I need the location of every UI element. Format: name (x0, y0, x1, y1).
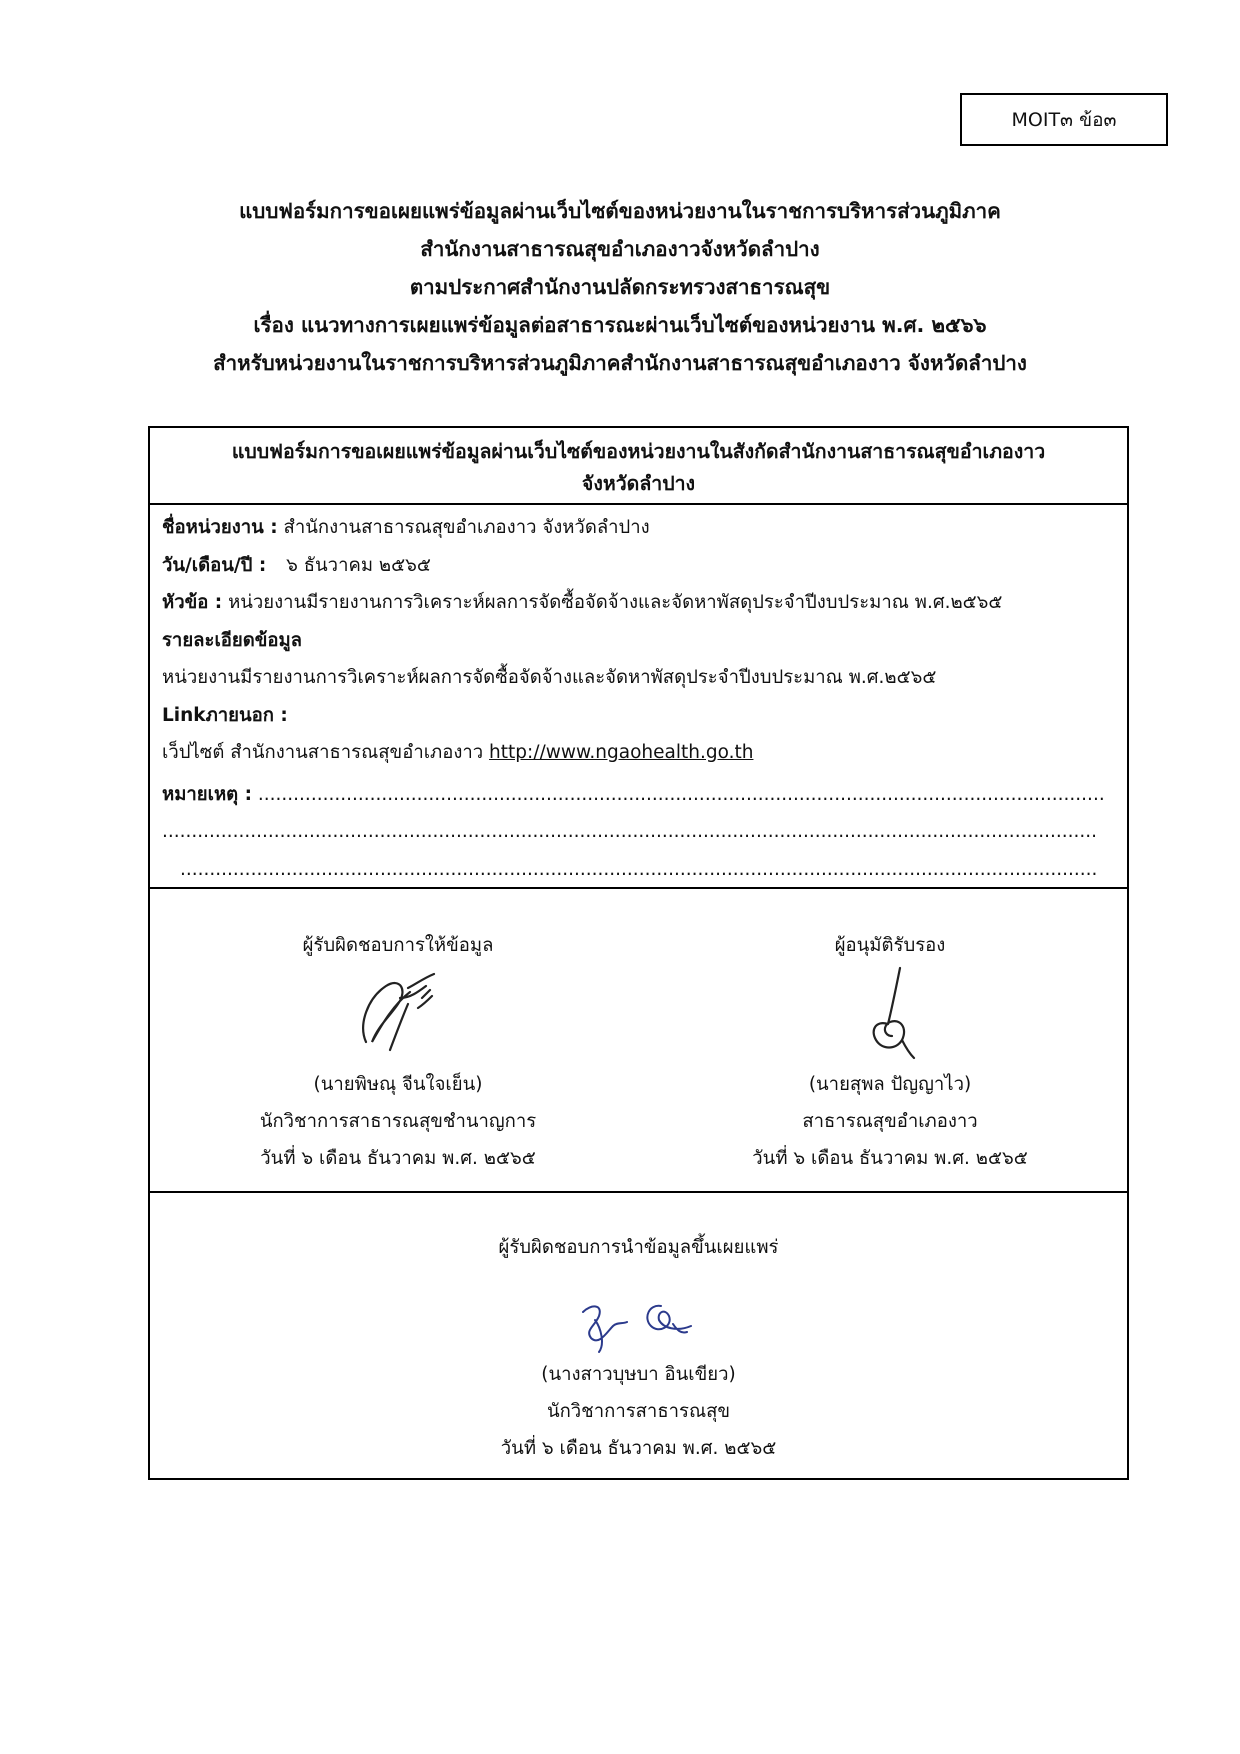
approver-signer (680, 927, 1100, 1177)
remark-row (162, 776, 1115, 814)
document-header (0, 192, 1240, 382)
publisher-role: ผู้รับผิดชอบการนำข้อมูลขึ้นเผยแพร่ (498, 1237, 779, 1258)
responsible-position: นักวิชาการสาธารณสุขชำนาญการ (259, 1111, 537, 1132)
details-label: รายละเอียดข้อมูล (162, 629, 303, 651)
approver-name: (นายสุพล ปัญญาไว) (808, 1074, 972, 1095)
remark-dots-2: ............................................................................................................................................................... (162, 821, 1098, 842)
agency-value: สำนักงานสาธารณสุขอำเภองาว จังหวัดลำปาง (283, 517, 650, 538)
signature-right-image (830, 964, 950, 1060)
form-title-line-1: แบบฟอร์มการขอเผยแพร่ข้อมูลผ่านเว็บไซต์ของหน่วยงานในสังกัดสำนักงานสาธารณสุขอำเภองาว (231, 440, 1046, 463)
publication-form (148, 426, 1129, 1480)
header-line-2: สำนักงานสาธารณสุขอำเภองาวจังหวัดลำปาง (420, 237, 820, 261)
external-link-row (162, 734, 1115, 772)
approver-date: วันที่ ๖ เดือน ธันวาคม พ.ศ. ๒๕๖๕ (752, 1148, 1028, 1169)
approval-signatures-section (150, 889, 1127, 1193)
website-link[interactable]: http://www.ngaohealth.go.th (489, 742, 754, 763)
agency-label: ชื่อหน่วยงาน : (162, 517, 278, 538)
approver-role: ผู้อนุมัติรับรอง (834, 935, 946, 956)
details-value: หน่วยงานมีรายงานการวิเคราะห์ผลการจัดซื้อจัดจ้างและจัดหาพัสดุประจำปีงบประมาณ พ.ศ.๒๕๖๕ (162, 667, 937, 688)
agency-row (162, 509, 1115, 547)
topic-row (162, 584, 1115, 622)
signature-publisher-image (569, 1292, 709, 1356)
header-line-4: เรื่อง แนวทางการเผยแพร่ข้อมูลต่อสาธารณะผ่านเว็บไซต์ของหน่วยงาน พ.ศ. ๒๕๖๖ (253, 313, 987, 337)
responsible-name: (นายพิษณุ จีนใจเย็น) (313, 1074, 483, 1095)
responsible-date: วันที่ ๖ เดือน ธันวาคม พ.ศ. ๒๕๖๕ (260, 1148, 536, 1169)
header-line-1: แบบฟอร์มการขอเผยแพร่ข้อมูลผ่านเว็บไซต์ของหน่วยงานในราชการบริหารส่วนภูมิภาค (239, 199, 1001, 223)
publisher-date: วันที่ ๖ เดือน ธันวาคม พ.ศ. ๒๕๖๕ (500, 1438, 777, 1459)
topic-label: หัวข้อ : (162, 592, 223, 613)
link-prefix: เว็ปไซต์ สำนักงานสาธารณสุขอำเภองาว (162, 742, 484, 763)
document-code-box (960, 93, 1168, 146)
remark-label: หมายเหตุ : (162, 783, 252, 805)
date-row (162, 547, 1115, 585)
document-code: MOIT๓ ข้อ๓ (1011, 108, 1117, 131)
form-title-line-2: จังหวัดลำปาง (581, 472, 696, 495)
remark-dots-1: ................................................................................................................................................ (257, 783, 1105, 805)
date-value: ๖ ธันวาคม ๒๕๖๕ (286, 554, 431, 576)
form-info-section (150, 505, 1127, 889)
responsible-signer (188, 927, 608, 1177)
form-title (150, 428, 1127, 505)
remark-dots-3: ............................................................................................................................................................ (180, 858, 1098, 880)
approver-position: สาธารณสุขอำเภองาว (802, 1111, 978, 1132)
header-line-5: สำหรับหน่วยงานในราชการบริหารส่วนภูมิภาคสำนักงานสาธารณสุขอำเภองาว จังหวัดลำปาง (213, 351, 1027, 375)
external-link-label: Linkภายนอก : (162, 704, 288, 726)
topic-value: หน่วยงานมีรายงานการวิเคราะห์ผลการจัดซื้อจัดจ้างและจัดหาพัสดุประจำปีงบประมาณ พ.ศ.๒๕๖๕ (228, 592, 1003, 613)
publisher-name: (นางสาวบุษบา อินเขียว) (541, 1364, 736, 1385)
publisher-signer (150, 1229, 1127, 1467)
responsible-role: ผู้รับผิดชอบการให้ข้อมูล (302, 935, 494, 956)
publisher-position: นักวิชาการสาธารณสุข (546, 1401, 731, 1422)
date-label: วัน/เดือน/ปี : (162, 554, 267, 576)
header-line-3: ตามประกาศสำนักงานปลัดกระทรวงสาธารณสุข (409, 275, 831, 299)
signature-left-image (338, 964, 458, 1060)
